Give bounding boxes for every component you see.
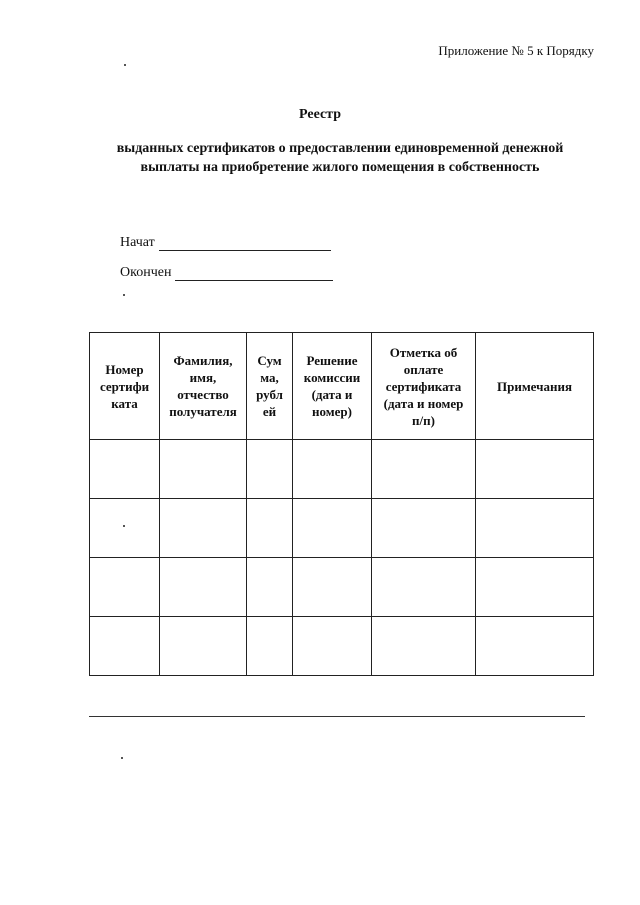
table-cell <box>160 440 247 499</box>
table-cell <box>90 558 160 617</box>
subtitle-line-1: выданных сертификатов о предоставлении единовременной денежной <box>116 141 564 156</box>
table-row <box>90 499 594 558</box>
started-label: Начат <box>120 235 155 250</box>
col-header-payment-mark: Отметка об оплате сертификата (дата и номер п/п) <box>372 333 476 440</box>
table-cell <box>247 499 293 558</box>
bottom-rule <box>89 716 585 717</box>
appendix-reference: Приложение № 5 к Порядку <box>438 43 594 58</box>
col-header-commission-decision: Решение комиссии (дата и номер) <box>293 333 372 440</box>
table-cell <box>293 499 372 558</box>
ended-field <box>120 265 333 281</box>
table-header-row <box>90 333 594 440</box>
document-subtitle <box>80 139 600 177</box>
table-cell <box>160 617 247 676</box>
started-blank-line <box>159 236 331 251</box>
table-cell <box>247 558 293 617</box>
table-cell <box>90 440 160 499</box>
started-field <box>120 235 331 251</box>
ended-label: Окончен <box>120 265 172 280</box>
ended-blank-line <box>175 266 333 281</box>
table-cell <box>476 558 594 617</box>
table-cell <box>372 617 476 676</box>
table-cell <box>372 499 476 558</box>
table-cell <box>247 440 293 499</box>
table-cell <box>90 499 160 558</box>
table-row <box>90 558 594 617</box>
registry-table <box>89 332 594 676</box>
table-cell <box>476 499 594 558</box>
table-cell <box>372 558 476 617</box>
table-row <box>90 440 594 499</box>
table-cell <box>160 499 247 558</box>
col-header-amount: Сум ма, рубл ей <box>247 333 293 440</box>
table-row <box>90 617 594 676</box>
table-cell <box>247 617 293 676</box>
table-cell <box>90 617 160 676</box>
table-cell <box>293 558 372 617</box>
col-header-notes: Примечания <box>476 333 594 440</box>
table-cell <box>476 440 594 499</box>
scan-speck <box>123 525 125 527</box>
scan-speck <box>121 757 123 759</box>
table-cell <box>160 558 247 617</box>
document-title: Реестр <box>298 107 341 122</box>
scan-speck <box>123 294 125 296</box>
table-cell <box>293 440 372 499</box>
table-cell <box>476 617 594 676</box>
subtitle-line-2: выплаты на приобретение жилого помещения в собственность <box>140 160 540 175</box>
table-cell <box>372 440 476 499</box>
col-header-certificate-number: Номер сертифи ката <box>90 333 160 440</box>
table-cell <box>293 617 372 676</box>
scan-speck <box>124 64 126 66</box>
col-header-recipient-name: Фамилия, имя, отчество получателя <box>160 333 247 440</box>
